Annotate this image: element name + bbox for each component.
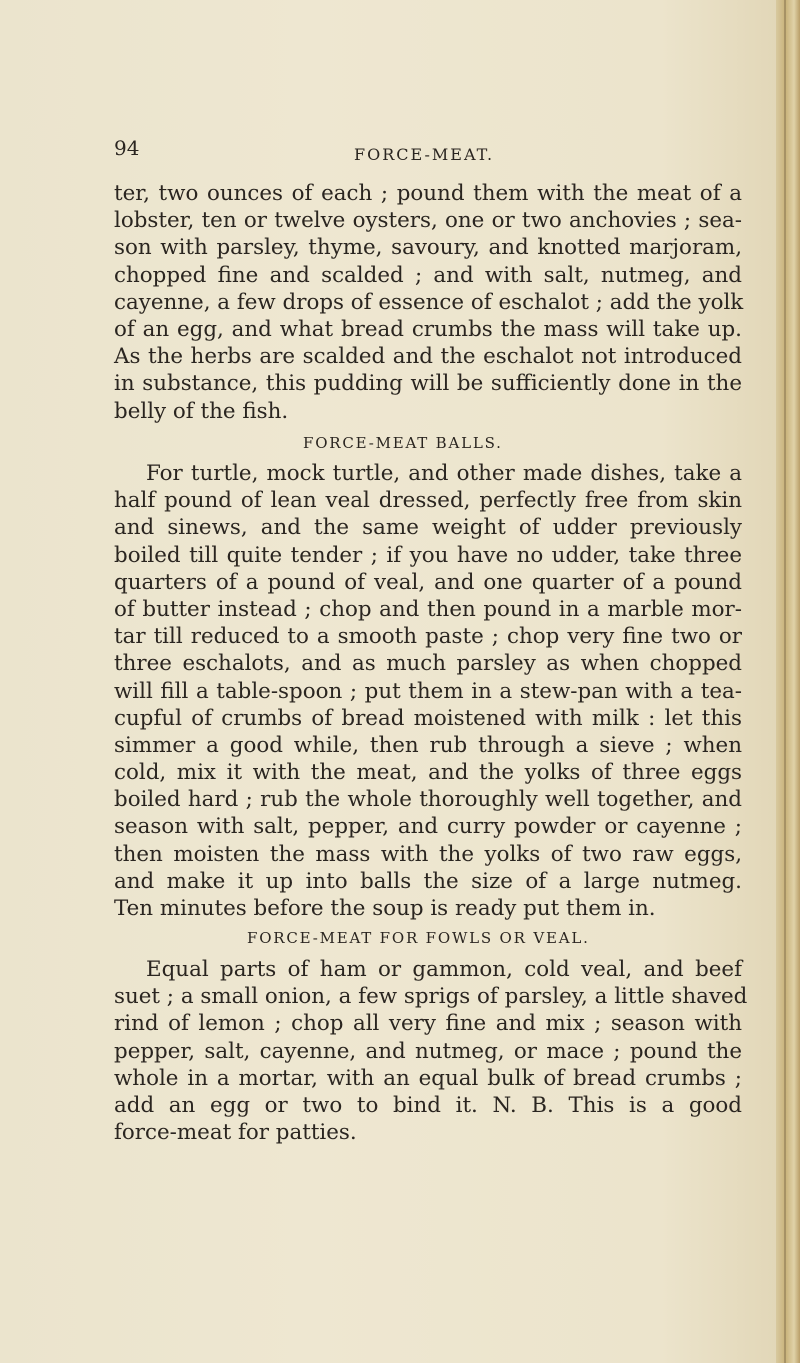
text-line: rind of lemon ; chop all very fine and mix ; season with xyxy=(114,1011,742,1037)
text-line: of butter instead ; chop and then pound in a marble mor- xyxy=(114,596,742,622)
text-line: Ten minutes before the soup is ready put them in. xyxy=(114,896,656,921)
text-line: For turtle, mock turtle, and other made dishes, take a xyxy=(146,461,742,486)
text-line: and make it up into balls the size of a large nutmeg. xyxy=(114,868,742,894)
text-line: son with parsley, thyme, savoury, and knotted marjoram, xyxy=(114,235,742,261)
text-line: add an egg or two to bind it. N. B. This is a good xyxy=(114,1092,742,1118)
text-line: belly of the fish. xyxy=(114,398,289,424)
text-line: boiled hard ; rub the whole thoroughly well together, and xyxy=(114,787,742,813)
text-line: will fill a table-spoon ; put them in a stew-pan with a tea- xyxy=(114,678,742,704)
text-line: Equal parts of ham or gammon, cold veal, and beef xyxy=(146,957,742,982)
page-number: 94 xyxy=(114,136,140,160)
text-line: then moisten the mass with the yolks of two raw eggs, xyxy=(114,841,742,867)
text-line: in substance, this pudding will be sufficiently done in the xyxy=(114,371,742,397)
text-line: season with salt, pepper, and curry powder or cayenne ; xyxy=(114,814,742,840)
intro-paragraph xyxy=(114,180,742,425)
text-line: tar till reduced to a smooth paste ; chop very fine two or xyxy=(114,624,742,650)
text-line: three eschalots, and as much parsley as when chopped xyxy=(114,651,742,677)
text-line: As the herbs are scalded and the eschalot not introduced xyxy=(114,344,742,370)
text-line: chopped fine and scalded ; and with salt, nutmeg, and xyxy=(114,262,742,288)
force-meat-fowls-paragraph xyxy=(114,956,748,1146)
text-line: ter, two ounces of each ; pound them with the meat of a xyxy=(114,181,742,206)
text-line: lobster, ten or twelve oysters, one or two anchovies ; sea- xyxy=(114,208,742,234)
text-line: suet ; a small onion, a few sprigs of parsley, a little shaved xyxy=(114,984,748,1010)
running-head: FORCE-MEAT. xyxy=(354,145,495,164)
text-line: cayenne, a few drops of essence of eschalot ; add the yolk xyxy=(114,289,744,315)
section-heading-force-meat-fowls-veal: FORCE-MEAT FOR FOWLS OR VEAL. xyxy=(247,929,590,947)
text-line: whole in a mortar, with an equal bulk of bread crumbs ; xyxy=(114,1065,742,1091)
page-gutter-line xyxy=(784,0,786,1363)
text-line: cupful of crumbs of bread moistened with milk : let this xyxy=(114,705,742,731)
force-meat-balls-paragraph xyxy=(114,460,742,922)
text-line: quarters of a pound of veal, and one quarter of a pound xyxy=(114,569,742,595)
text-line: simmer a good while, then rub through a sieve ; when xyxy=(114,732,742,758)
text-line: of an egg, and what bread crumbs the mass will take up. xyxy=(114,316,742,342)
section-heading-force-meat-balls: FORCE-MEAT BALLS. xyxy=(303,434,503,452)
text-line: boiled till quite tender ; if you have no udder, take three xyxy=(114,542,742,568)
text-line: and sinews, and the same weight of udder previously xyxy=(114,515,742,541)
text-line: force-meat for patties. xyxy=(114,1120,357,1146)
page-edge-shadow xyxy=(776,0,800,1363)
text-line: half pound of lean veal dressed, perfectly free from skin xyxy=(114,488,742,514)
text-line: pepper, salt, cayenne, and nutmeg, or mace ; pound the xyxy=(114,1038,742,1064)
text-line: cold, mix it with the meat, and the yolks of three eggs xyxy=(114,760,742,786)
